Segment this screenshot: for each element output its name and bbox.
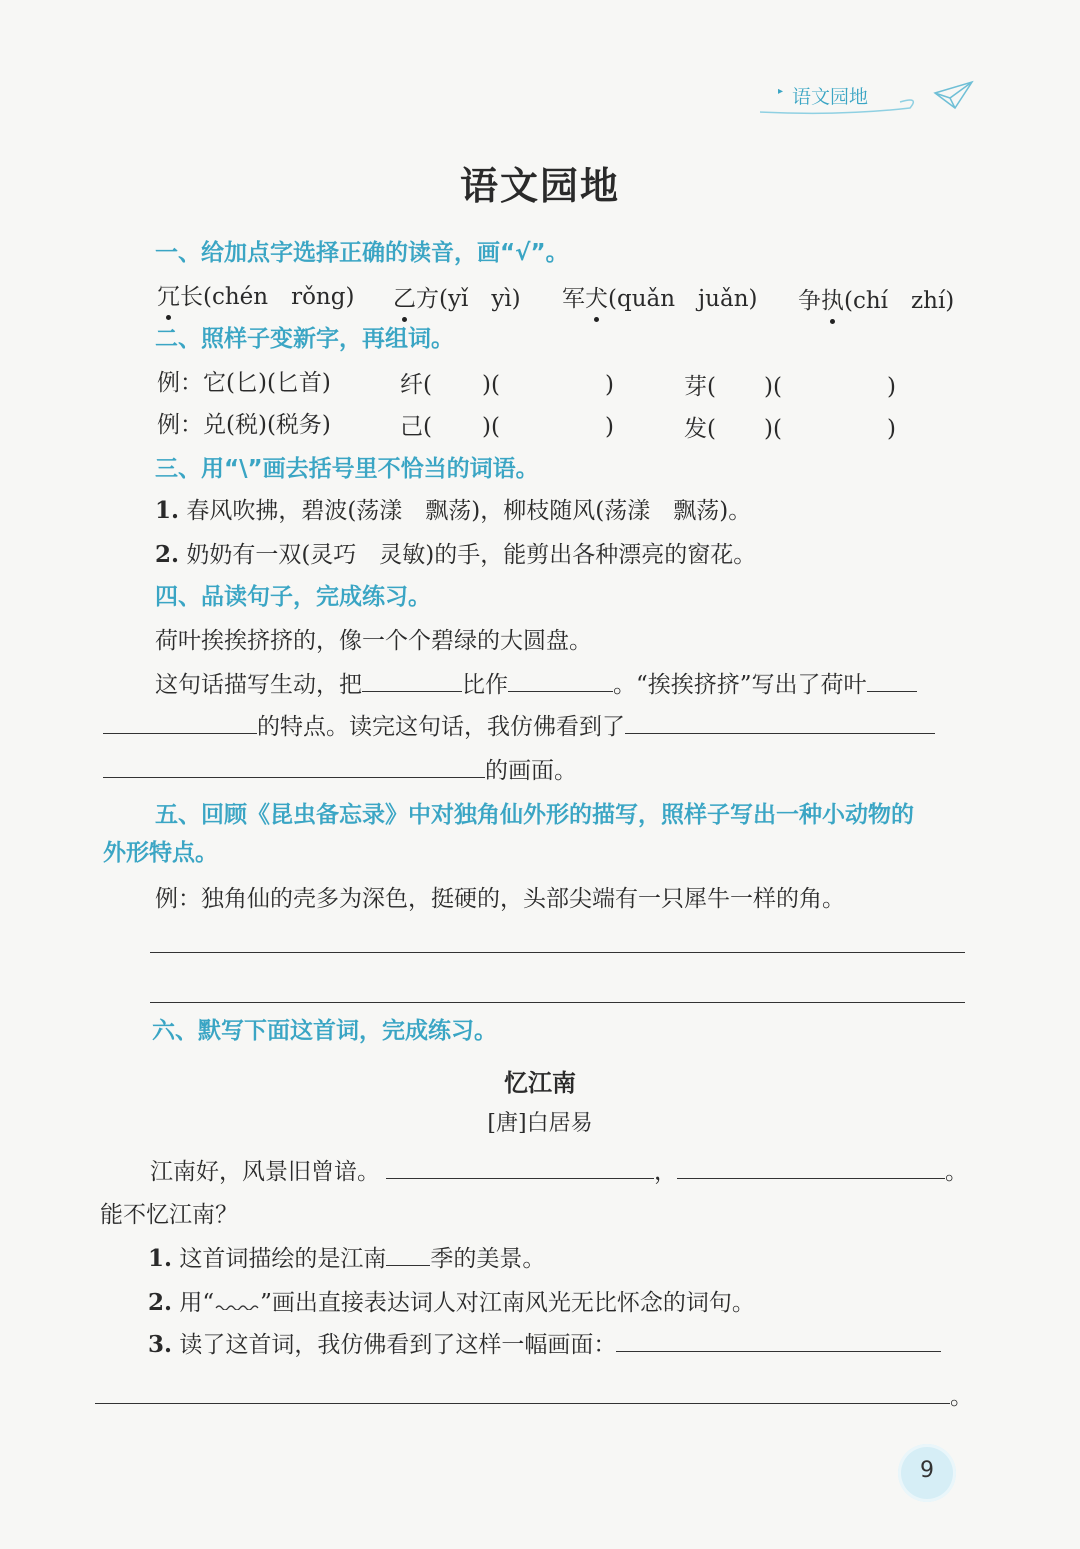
section-5-heading-2: 外形特点。 (103, 840, 218, 866)
wavy-underline-icon (214, 1288, 260, 1310)
s4-sentence: 荷叶挨挨挤挤的，像一个个碧绿的大圆盘。 (155, 628, 592, 654)
pinyin-item-4: 争执(chí zhí) (798, 288, 955, 314)
section-3-heading: 三、用“\”画去括号里不恰当的词语。 (155, 456, 539, 482)
pinyin-item-2: 乙方(yǐ yì) (393, 286, 521, 312)
example-row-2: 例：兑(税)(税务) (157, 412, 331, 438)
s3-question-1: 1. 春风吹拂，碧波(荡漾 飘荡)，柳枝随风(荡漾 飘荡)。 (155, 497, 752, 524)
section-2-heading: 二、照样子变新字，再组词。 (155, 326, 454, 352)
header-tag (760, 78, 975, 118)
section-1-heading: 一、给加点字选择正确的读音，画“√”。 (155, 240, 569, 266)
s6-question-3: 3. 读了这首词，我仿佛看到了这样一幅画面： (148, 1326, 941, 1359)
poem-line-1: 江南好，风景旧曾谙。 ， 。 (150, 1159, 968, 1185)
section-6-heading: 六、默写下面这首词，完成练习。 (152, 1018, 497, 1044)
blank[interactable] (508, 671, 613, 692)
s4-fill-line-1: 这句话描写生动，把 比作 。“挨挨挤挤”写出了荷叶 (155, 666, 917, 699)
page-number: 9 (920, 1458, 934, 1483)
pinyin-item-1: 冗长(chén rǒng) (157, 284, 355, 310)
blank[interactable] (362, 671, 462, 692)
section-5-heading-1: 五、回顾《昆虫备忘录》中对独角仙外形的描写，照样子写出一种小动物的 (155, 802, 914, 828)
blank[interactable] (103, 757, 485, 778)
poem-author: [唐]白居易 (487, 1111, 593, 1136)
page-number-badge (898, 1444, 956, 1502)
char-blank-1a: 纤( )( ) (400, 372, 614, 398)
blank[interactable] (386, 1245, 430, 1266)
header-bullet: ▸ (778, 86, 784, 97)
poem-line-2: 能不忆江南？ (100, 1202, 238, 1228)
char-blank-2a: 己( )( ) (400, 414, 614, 440)
blank[interactable] (867, 671, 917, 692)
answer-line-1[interactable] (150, 952, 965, 953)
header-label: 语文园地 (792, 86, 869, 108)
s4-fill-line-3: 的画面。 (103, 752, 577, 785)
poem-title: 忆江南 (504, 1069, 576, 1097)
example-row-1: 例：它(匕)(匕首) (157, 370, 331, 396)
s5-example: 例：独角仙的壳多为深色，挺硬的，头部尖端有一只犀牛一样的角。 (155, 886, 845, 912)
blank[interactable] (625, 713, 935, 734)
section-4-heading: 四、品读句子，完成练习。 (155, 584, 431, 610)
poem-blank-2[interactable] (677, 1158, 945, 1179)
s6-final-line: 。 (95, 1378, 973, 1411)
blank[interactable] (103, 713, 257, 734)
blank[interactable] (616, 1331, 941, 1352)
s4-fill-line-2: 的特点。读完这句话，我仿佛看到了 (103, 708, 935, 741)
blank[interactable] (95, 1383, 950, 1404)
char-blank-2b: 发( )( ) (684, 416, 896, 442)
pinyin-item-3: 军犬(quǎn juǎn) (562, 286, 758, 312)
s6-question-2: 2. 用“ ”画出直接表达词人对江南风光无比怀念的词句。 (148, 1289, 755, 1316)
page-title: 语文园地 (459, 163, 620, 208)
char-blank-1b: 芽( )( ) (684, 374, 896, 400)
s3-question-2: 2. 奶奶有一双(灵巧 灵敏)的手，能剪出各种漂亮的窗花。 (155, 541, 757, 568)
s6-question-1: 1. 这首词描绘的是江南 季的美景。 (148, 1245, 546, 1272)
poem-blank-1[interactable] (386, 1158, 654, 1179)
answer-line-2[interactable] (150, 1002, 965, 1003)
